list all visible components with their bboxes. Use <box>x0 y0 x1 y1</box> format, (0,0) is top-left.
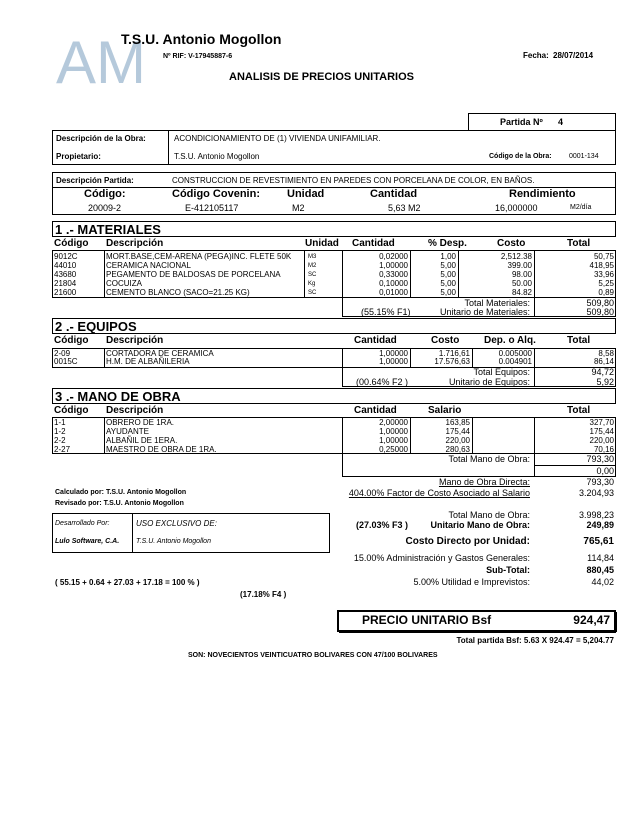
mat-total-value: 509,80 <box>586 298 614 308</box>
mat-unit: M2 <box>308 263 317 269</box>
monto-en-letras: SON: NOVECIENTOS VEINTICUATRO BOLIVARES CON 47/100 BOLIVARES <box>188 652 438 659</box>
uso-exclusivo-name: T.S.U. Antonio Mogollon <box>136 538 211 545</box>
mat-col-codigo: Código <box>54 238 89 249</box>
mo-total: 175,44 <box>589 427 614 436</box>
eq-desc: H.M. DE ALBAÑILERIA <box>106 357 190 366</box>
company-name: T.S.U. Antonio Mogollon <box>121 31 282 47</box>
mat-col-total: Total <box>567 238 591 249</box>
mo-qty: 1,00000 <box>379 427 408 436</box>
eq-code: 2-09 <box>54 349 71 358</box>
mo-total-label: Total Mano de Obra: <box>448 454 530 464</box>
mo-salary: 175,44 <box>445 427 470 436</box>
mat-total: 5,25 <box>598 279 614 288</box>
eq-desc: CORTADORA DE CERAMICA <box>106 349 214 358</box>
mo-factor-label: 404.00% Factor de Costo Asociado al Salario <box>348 488 530 498</box>
fecha-label: Fecha: <box>523 51 549 60</box>
formula: ( 55.15 + 0.64 + 27.03 + 17.18 = 100 % ) <box>55 578 200 587</box>
mat-cost: 50.00 <box>511 279 532 288</box>
mo-desc: MAESTRO DE OBRA DE 1RA. <box>106 445 217 454</box>
mo-total-value: 793,30 <box>586 454 614 464</box>
mat-col-costo: Costo <box>497 238 526 249</box>
mo-col-codigo: Código <box>54 405 89 416</box>
mo-qty: 2,00000 <box>379 418 408 427</box>
costo-directo-label: Costo Directo por Unidad: <box>405 536 530 547</box>
mat-qty: 0,01000 <box>379 288 408 297</box>
mat-total-label: Total Materiales: <box>464 298 530 308</box>
mo-qty: 0,25000 <box>379 445 408 454</box>
mat-code: 21600 <box>54 288 77 297</box>
eq-cost: 1.716,61 <box>438 349 470 358</box>
mat-code: 21804 <box>54 279 77 288</box>
precio-unitario-value: 924,47 <box>573 613 610 627</box>
mo-col-desc: Descripción <box>106 405 164 416</box>
f3-label: (27.03% F3 ) <box>356 520 409 530</box>
mat-unit: SC <box>308 290 317 296</box>
revisado-por: Revisado por: T.S.U. Antonio Mogollon <box>55 500 184 507</box>
eq-qty: 1,00000 <box>379 357 408 366</box>
f2-label: (00.64% F2 ) <box>356 377 409 387</box>
calculado-por: Calculado por: T.S.U. Antonio Mogollon <box>55 489 187 496</box>
rendimiento-header: Rendimiento <box>509 188 576 200</box>
page-title: ANALISIS DE PRECIOS UNITARIOS <box>229 71 414 83</box>
mo-total: 220,00 <box>589 436 614 445</box>
mat-total: 418,95 <box>589 261 614 270</box>
mat-unit: M3 <box>308 254 317 260</box>
eq-col-desc: Descripción <box>106 335 164 346</box>
mat-unit: Kg <box>308 281 316 287</box>
mo-directa-value: 793,30 <box>586 477 614 487</box>
eq-col-codigo: Código <box>54 335 89 346</box>
mo-total2-value: 3.998,23 <box>578 510 614 520</box>
covenin-header: Código Covenin: <box>172 188 260 200</box>
mat-col-desc: Descripción <box>106 238 164 249</box>
eq-total: 8,58 <box>598 349 614 358</box>
uso-exclusivo-label: USO EXCLUSIVO DE: <box>136 519 217 528</box>
mano-section-title: 3 .- MANO DE OBRA <box>52 388 616 404</box>
mo-col-cantidad: Cantidad <box>354 405 397 416</box>
mat-desp: 5,00 <box>440 270 456 279</box>
mat-desc: CEMENTO BLANCO (SACO=21.25 KG) <box>106 288 250 297</box>
mat-code: 9012C <box>54 252 78 261</box>
mo-salary: 280,63 <box>445 445 470 454</box>
eq-unit-label: Unitario de Equipos: <box>448 377 530 387</box>
eq-col-dep: Dep. o Alq. <box>484 335 536 346</box>
mat-cost: 2,512.38 <box>500 252 532 261</box>
mo-zero-value: 0,00 <box>596 466 614 476</box>
mat-unit-value: 509,80 <box>586 307 614 317</box>
mat-qty: 0,33000 <box>379 270 408 279</box>
obra-code-label: Código de la Obra: <box>489 153 552 160</box>
admin-label: 15.00% Administración y Gastos Generales: <box>353 553 530 563</box>
mat-cost: 84.82 <box>511 288 532 297</box>
mo-desc: AYUDANTE <box>106 427 149 436</box>
obra-desc-label: Descripción de la Obra: <box>56 134 146 143</box>
mat-code: 44010 <box>54 261 77 270</box>
eq-qty: 1,00000 <box>379 349 408 358</box>
obra-desc: ACONDICIONAMIENTO DE (1) VIVIENDA UNIFAMILIAR. <box>174 134 381 143</box>
precio-unitario-label: PRECIO UNITARIO Bsf <box>362 613 492 627</box>
eq-total-value: 94,72 <box>591 367 614 377</box>
mo-salary: 163,85 <box>445 418 470 427</box>
mo-desc: ALBAÑIL DE 1ERA. <box>106 436 178 445</box>
mo-directa-label: Mano de Obra Directa: <box>438 477 530 487</box>
mo-code: 1-1 <box>54 418 66 427</box>
mo-total: 327,70 <box>589 418 614 427</box>
mat-col-cantidad: Cantidad <box>352 238 395 249</box>
obra-code: 0001-134 <box>569 153 599 160</box>
eq-cost: 17.576,63 <box>434 357 470 366</box>
unidad-value: M2 <box>292 203 305 213</box>
admin-value: 114,84 <box>587 553 614 563</box>
mat-total: 33,96 <box>593 270 614 279</box>
f4-label: (17.18% F4 ) <box>240 590 287 599</box>
desc-partida-text: CONSTRUCCION DE REVESTIMIENTO EN PAREDES CON PORCELANA DE COLOR, EN BAÑOS. <box>172 176 535 185</box>
eq-total-label: Total Equipos: <box>473 367 530 377</box>
developer-name: Lulo Software, C.A. <box>55 538 120 545</box>
mo-salary: 220,00 <box>445 436 470 445</box>
materiales-section-title: 1 .- MATERIALES <box>52 221 616 237</box>
logo-letters: AM <box>56 29 146 96</box>
mo-desc: OBRERO DE 1RA. <box>106 418 175 427</box>
eq-unit-value: 5,92 <box>596 377 614 387</box>
mo-code: 2-27 <box>54 445 71 454</box>
mat-desc: COCUIZA <box>106 279 142 288</box>
partida-label: Partida Nº <box>500 117 543 127</box>
eq-total: 86,14 <box>593 357 614 366</box>
propietario-label: Propietario: <box>56 152 101 161</box>
utilidad-value: 44,02 <box>591 577 614 587</box>
mo-factor-value: 3.204,93 <box>578 488 614 498</box>
costo-directo-value: 765,61 <box>583 536 614 547</box>
equipos-section-title: 2 .- EQUIPOS <box>52 318 616 334</box>
mo-col-salario: Salario <box>428 405 462 416</box>
codigo-header: Código: <box>84 188 126 200</box>
covenin-value: E-412105117 <box>185 203 239 213</box>
eq-col-total: Total <box>567 335 591 346</box>
mat-unit-label: Unitario de Materiales: <box>439 307 530 317</box>
mo-unit-label: Unitario Mano de Obra: <box>430 520 530 530</box>
mo-total: 70,16 <box>593 445 614 454</box>
propietario: T.S.U. Antonio Mogollon <box>174 152 260 161</box>
codigo-value: 20009-2 <box>88 203 122 213</box>
mo-unit-value: 249,89 <box>586 520 614 530</box>
mat-col-unidad: Unidad <box>305 238 339 249</box>
eq-col-costo: Costo <box>431 335 460 346</box>
unidad-header: Unidad <box>287 188 325 200</box>
mat-code: 43680 <box>54 270 77 279</box>
utilidad-label: 5.00% Utilidad e Imprevistos: <box>413 577 530 587</box>
mat-col-desp: % Desp. <box>428 238 467 249</box>
eq-code: 0015C <box>54 357 78 366</box>
mat-total: 50,75 <box>593 252 614 261</box>
rif: Nº RIF: V-17945887-6 <box>163 53 233 60</box>
mat-desc: PEGAMENTO DE BALDOSAS DE PORCELANA <box>106 270 281 279</box>
company-logo <box>56 28 146 96</box>
eq-dep: 0.004901 <box>498 357 532 366</box>
mo-col-total: Total <box>567 405 591 416</box>
mat-unit: SC <box>308 272 317 278</box>
f1-label: (55.15% F1) <box>361 307 411 317</box>
total-partida: Total partida Bsf: 5.63 X 924.47 = 5,204.77 <box>456 636 614 645</box>
mat-qty: 0,02000 <box>379 252 408 261</box>
cantidad-header: Cantidad <box>370 188 418 200</box>
mat-desp: 1,00 <box>440 252 456 261</box>
mat-desc: CERAMICA NACIONAL <box>106 261 191 270</box>
mat-desc: MORT.BASE,CEM-ARENA (PEGA)INC. FLETE 50K <box>106 252 292 261</box>
eq-col-cantidad: Cantidad <box>354 335 397 346</box>
mo-qty: 1,00000 <box>379 436 408 445</box>
mo-code: 2-2 <box>54 436 66 445</box>
mat-desp: 5,00 <box>440 261 456 270</box>
fecha-value: 28/07/2014 <box>553 51 594 60</box>
mat-total: 0,89 <box>598 288 614 297</box>
mat-desp: 5,00 <box>440 288 456 297</box>
mo-total2-label: Total Mano de Obra: <box>448 510 530 520</box>
desc-partida-label: Descripción Partida: <box>56 176 134 185</box>
eq-dep: 0.005000 <box>498 349 532 358</box>
mat-qty: 0,10000 <box>379 279 408 288</box>
mat-desp: 5,00 <box>440 279 456 288</box>
subtotal-value: 880,45 <box>586 565 614 575</box>
rendimiento-value: 16,000000 <box>495 203 538 213</box>
cantidad-value: 5,63 M2 <box>388 203 421 213</box>
subtotal-label: Sub-Total: <box>486 565 530 575</box>
mat-cost: 399.00 <box>507 261 532 270</box>
rendimiento-unit: M2/día <box>570 204 592 211</box>
desarrollado-label: Desarrollado Por: <box>55 520 110 527</box>
mo-code: 1-2 <box>54 427 66 436</box>
mat-cost: 98.00 <box>511 270 532 279</box>
partida-number: 4 <box>558 117 564 127</box>
mat-qty: 1,00000 <box>379 261 408 270</box>
